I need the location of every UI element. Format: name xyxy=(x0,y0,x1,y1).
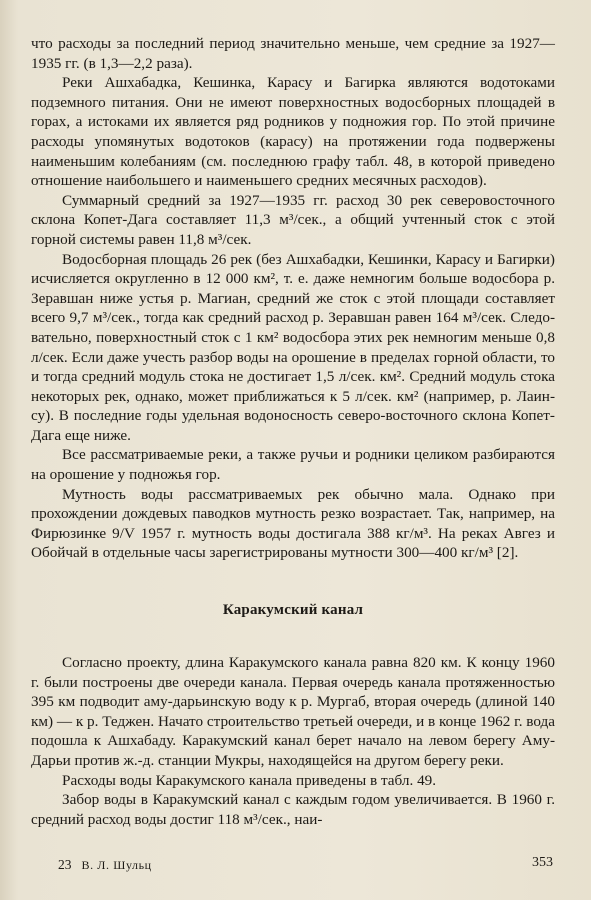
page-footer xyxy=(58,853,553,875)
section-heading: Каракумский канал xyxy=(222,602,364,619)
paragraph: Все рассматриваемые реки, а также ручьи и родники целиком разбираются на орошение у подножья гор. xyxy=(31,446,555,484)
paragraph: что расходы за последний период значительно меньше, чем средние за 1927—1935 гг. (в 1,3—2,2 раза). xyxy=(31,35,555,72)
paragraph: Водосборная площадь 26 рек (без Ашхабадки, Кешинки, Карасу и Багирки) исчисляется округленно в 12 000 км², т. е. даже немногим больше водосбора р. Зеравшан ниже устья р. Магиан, средний же сток с этой площади составляет всего 9,7 м³/сек., тогда как средний расход р. Зеравшан равен 164 м³/сек. Следовательно, поверхностный сток с 1 км² водосбора этих рек немногим меньше 0,8 л/сек. Если даже учесть разбор воды на орошение в пределах горной области, то и тогда средний модуль стока не достигает 1,5 л/сек. км². Средний модуль стока некоторых рек, однако, может приближаться к 5 л/сек. км² (например, р. Лаинсу). В последние годы удельная водоносность северо-восточного склона Копет-Дага еще ниже. xyxy=(31,250,555,444)
body-text-bottom xyxy=(31,653,555,829)
paragraph: Мутность воды рассматриваемых рек обычно мала. Однако при прохождении дождевых паводков мутность резко возрастает. Так, например, на Фирюзинке 9/V 1957 г. мутность воды достигала 388 кг/м³. На реках Авгез и Обойчай в отдельные часы зарегистрированы мутности 300—400 кг/м³ [2]. xyxy=(31,485,555,562)
paragraph: Реки Ашхабадка, Кешинка, Карасу и Багирка являются водотоками подземного питания. Они не имеют поверхностных водосборных площадей в горах, а истоками их является ряд родников у подножия гор. По этой причине расходы упомянутых водотоков (карасу) на протяжении года подвержены наименьшим колебаниям (см. последнюю графу табл. 48, в которой приведено отношение наибольшего и наименьшего средних месячных расходов). xyxy=(31,74,555,190)
paragraph: Согласно проекту, длина Каракумского канала равна 820 км. К концу 1960 г. были построены две очереди канала. Первая очередь канала протяженностью 395 км подводит аму-дарьинскую воду к р. Мургаб, вторая очередь (длиной 140 км) — к р. Теджен. Начато строительство третьей очереди, и в конце 1962 г. вода подошла к Ашхабаду. Каракумский канал берет начало на левом берегу Аму-Дарьи против ж.-д. станции Мукры, находящейся на другом берегу реки. xyxy=(31,654,555,769)
signature-number: 23 xyxy=(58,857,72,872)
body-text-top xyxy=(31,34,555,563)
page-number: 353 xyxy=(532,855,553,870)
paragraph: Забор воды в Каракумский канал с каждым годом увеличивается. В 1960 г. средний расход воды достиг 118 м³/сек., наи- xyxy=(31,791,555,828)
signature-author: В. Л. Шульц xyxy=(81,858,152,872)
paragraph: Суммарный средний за 1927—1935 гг. расход 30 рек северовосточного склона Копет-Дага составляет 11,3 м³/сек., а общий учтенный сток с этой горной системы равен 11,8 м³/сек. xyxy=(31,191,555,248)
printer-signature xyxy=(58,857,152,873)
paragraph: Расходы воды Каракумского канала приведены в табл. 49. xyxy=(62,771,437,789)
